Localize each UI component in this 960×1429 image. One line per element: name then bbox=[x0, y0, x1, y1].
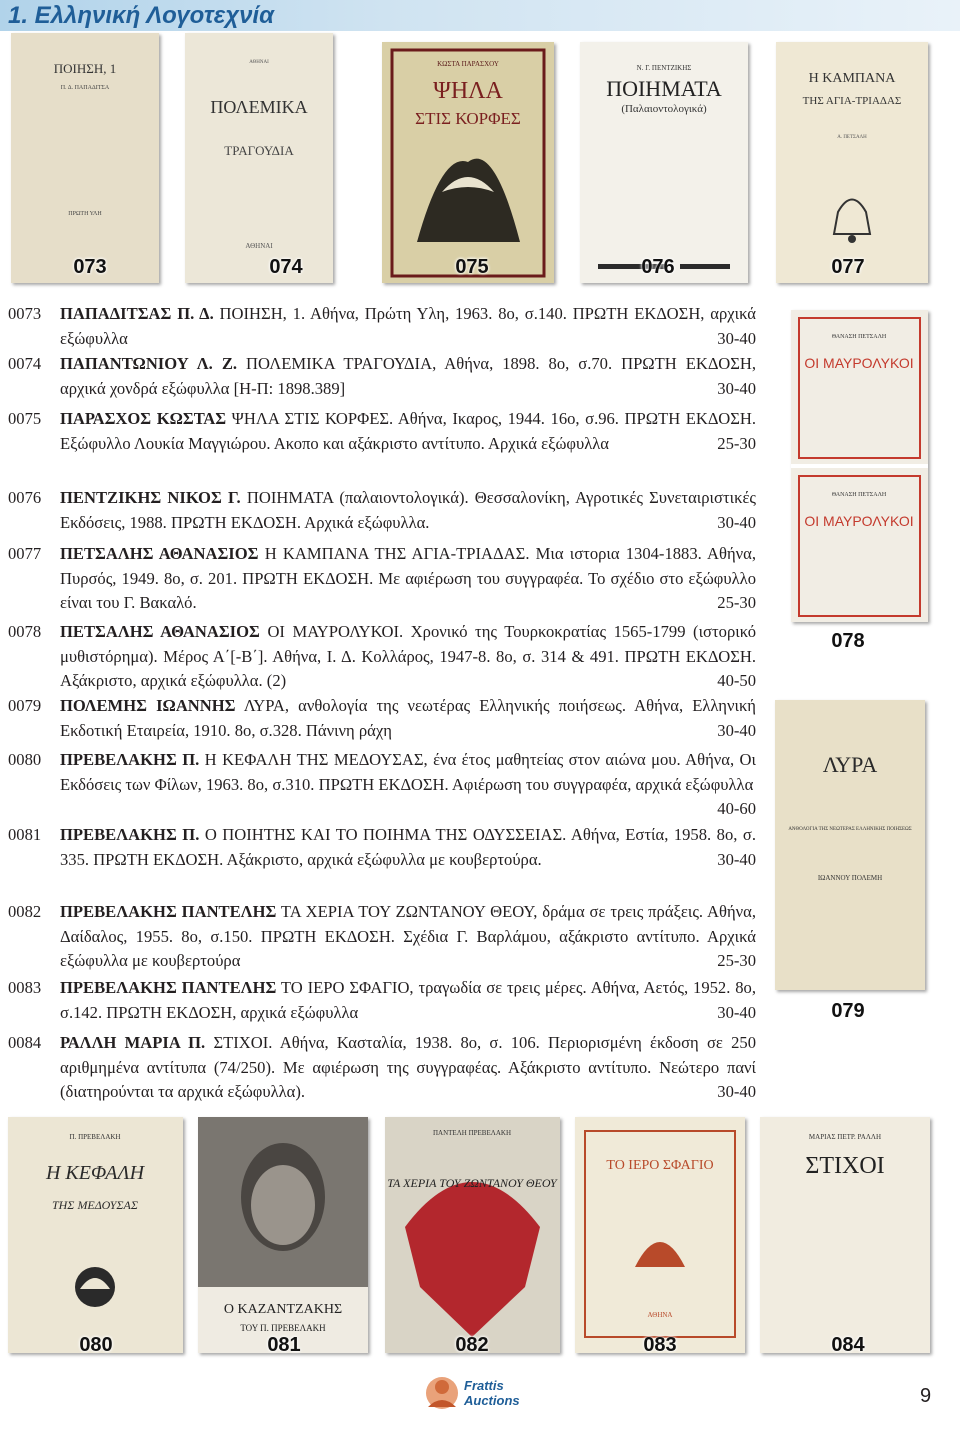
cover-title: ΟΙ ΜΑΥΡΟΛΥΚΟΙ bbox=[804, 355, 914, 371]
entry-author: ΡΑΛΛΗ ΜΑΡΙΑ Π. bbox=[60, 1033, 206, 1052]
cover-title: Η ΚΑΜΠΑΝΑ bbox=[808, 71, 896, 86]
cover-author: ΜΑΡΙΑΣ ΠΕΤΡ. ΡΑΛΛΗ bbox=[808, 1133, 882, 1141]
lot-label-079: 079 bbox=[831, 1000, 865, 1022]
entry-description: Ο ΠΟΙΗΤΗΣ ΚΑΙ ΤΟ ΠΟΙΗΜΑ ΤΗΣ ΟΔΥΣΣΕΙΑΣ. Αθήνα, Εστία, 1958. 8ο, σ. 335. ΠΡΩΤΗ ΕΚΔΟΣΗ. Αξάκριστο, αρχικά εξώφυλλα με κουβερτούρα. bbox=[60, 825, 756, 869]
entry-author: ΠΕΝΤΖΙΚΗΣ ΝΙΚΟΣ Γ. bbox=[60, 488, 241, 507]
cover-subtitle: ΑΝΘΟΛΟΓΙΑ ΤΗΣ ΝΕΩΤΕΡΑΣ ΕΛΛΗΝΙΚΗΣ ΠΟΙΗΣΕΩΣ bbox=[788, 827, 912, 832]
entry-number: 0078 bbox=[8, 622, 42, 641]
entry-description: ΛΥΡΑ, ανθολογία της νεωτέρας Ελληνικής ποιήσεως. Αθήνα, Ελληνική Εκδοτική Εταιρεία, 1910. 8ο, σ.328. Πάνινη ράχη bbox=[60, 696, 756, 740]
entry-number: 0077 bbox=[8, 544, 42, 563]
lot-label-077: 077 bbox=[831, 256, 865, 278]
cover-077 bbox=[776, 42, 928, 283]
entry-price: 30-40 bbox=[717, 1082, 756, 1102]
logo-line-2: Auctions bbox=[464, 1393, 520, 1408]
cover-title: ΤΟ ΙΕΡΟ ΣΦΑΓΙΟ bbox=[606, 1158, 714, 1173]
cover-title: ΠΟΙΗΣΗ, 1 bbox=[53, 61, 117, 76]
cover-073 bbox=[11, 33, 159, 283]
entry-price: 30-40 bbox=[717, 1002, 756, 1022]
entry-0073 bbox=[8, 302, 756, 351]
cover-author: Π. ΠΡΕΒΕΛΑΚΗ bbox=[69, 1133, 121, 1141]
entry-0075 bbox=[8, 407, 756, 456]
entry-author: ΠΑΠΑΝΤΩΝΙΟΥ Λ. Ζ. bbox=[60, 354, 238, 373]
entry-0074 bbox=[8, 352, 756, 401]
entry-author: ΠΡΕΒΕΛΑΚΗΣ ΠΑΝΤΕΛΗΣ bbox=[60, 978, 277, 997]
page-number: 9 bbox=[920, 1385, 932, 1407]
entry-number: 0075 bbox=[8, 409, 42, 428]
entry-price: 30-40 bbox=[717, 328, 756, 348]
entry-description: Η ΚΑΜΠΑΝΑ ΤΗΣ ΑΓΙΑ-ΤΡΙΑΔΑΣ. Μια ιστορια 1304-1883. Αθήνα, Πυρσός, 1949. 8ο, σ. 201. ΠΡΩΤΗ ΕΚΔΟΣΗ. Με αφιέρωση του συγγραφέα. Το σχέδιο στο εξώφυλλο είναι του Γ. Βακαλό. bbox=[60, 544, 756, 613]
entry-author: ΠΡΕΒΕΛΑΚΗΣ ΠΑΝΤΕΛΗΣ bbox=[60, 902, 277, 921]
cover-title: Ο ΚΑΖΑΝΤΖΑΚΗΣ bbox=[223, 1302, 343, 1317]
lot-label-081: 081 bbox=[267, 1334, 301, 1356]
cover-title: ΨΗΛΑ bbox=[433, 78, 503, 104]
entry-number: 0076 bbox=[8, 488, 42, 507]
cover-subtitle: ΤΗΣ ΑΓΙΑ-ΤΡΙΑΔΑΣ bbox=[802, 95, 902, 107]
cover-place: ΑΘΗΝΑΙ bbox=[245, 242, 273, 250]
entry-author: ΠΡΕΒΕΛΑΚΗΣ Π. bbox=[60, 750, 200, 769]
cover-079 bbox=[775, 700, 925, 990]
cover-076 bbox=[580, 42, 748, 283]
entry-0076 bbox=[8, 486, 756, 535]
entry-number: 0083 bbox=[8, 978, 42, 997]
cover-078 bbox=[791, 310, 928, 622]
entry-description: ΠΟΙΗΣΗ, 1. Αθήνα, Πρώτη Υλη, 1963. 8ο, σ.140. ΠΡΩΤΗ ΕΚΔΟΣΗ, αρχικά εξώφυλλα bbox=[60, 304, 756, 348]
cover-place: ΑΘΗΝΑ bbox=[647, 1311, 673, 1319]
entry-0083 bbox=[8, 976, 756, 1025]
entry-price: 25-30 bbox=[717, 951, 756, 971]
cover-082 bbox=[385, 1117, 560, 1353]
cover-080 bbox=[8, 1117, 183, 1353]
entry-description: ΤΟ ΙΕΡΟ ΣΦΑΓΙΟ, τραγωδία σε τρεις μέρες. Αθήνα, Αετός, 1952. 8ο, σ.142. ΠΡΩΤΗ ΕΚΔΟΣΗ, αρχικά εξώφυλλα bbox=[60, 978, 756, 1022]
cover-subtitle: ΤΡΑΓΟΥΔΙΑ bbox=[224, 143, 294, 158]
cover-author: Α. ΠΕΤΣΑΛΗ bbox=[837, 135, 867, 140]
entry-author: ΠΕΤΣΑΛΗΣ ΑΘΑΝΑΣΙΟΣ bbox=[60, 544, 259, 563]
lot-label-073: 073 bbox=[73, 256, 107, 278]
entry-0084 bbox=[8, 1031, 756, 1105]
cover-084 bbox=[760, 1117, 930, 1353]
entry-price: 30-40 bbox=[717, 512, 756, 532]
cover-title: ΠΟΙΗΜΑΤΑ bbox=[606, 76, 722, 101]
cover-075 bbox=[382, 42, 554, 283]
entry-number: 0079 bbox=[8, 696, 42, 715]
cover-author: ΘΑΝΑΣΗ ΠΕΤΣΑΛΗ bbox=[831, 334, 887, 340]
entry-0079 bbox=[8, 694, 756, 743]
entry-number: 0081 bbox=[8, 825, 42, 844]
cover-publisher: ΠΡΩΤΗ ΥΛΗ bbox=[68, 211, 102, 217]
entry-price: 30-40 bbox=[717, 378, 756, 398]
entry-price: 30-40 bbox=[717, 849, 756, 869]
entry-0082 bbox=[8, 900, 756, 974]
entry-price: 25-30 bbox=[717, 593, 756, 613]
entry-0081 bbox=[8, 823, 756, 872]
cover-title: ΛΥΡΑ bbox=[822, 752, 878, 777]
entry-description: Η ΚΕΦΑΛΗ ΤΗΣ ΜΕΔΟΥΣΑΣ, ένα έτος μαθητείας στον αιώνα μου. Αθήνα, Οι Εκδόσεις των Φίλων, 1963. 8ο, σ.310. ΠΡΩΤΗ ΕΚΔΟΣΗ. Αφιέρωση του συγγραφέα, αρχικά εξώφυλλα bbox=[60, 750, 756, 794]
entry-description: ΠΟΛΕΜΙΚΑ ΤΡΑΓΟΥΔΙΑ, Αθήνα, 1898. 8ο, σ.70. ΠΡΩΤΗ ΕΚΔΟΣΗ, αρχικά χονδρά εξώφυλλα [Η-Π: 1898.389] bbox=[60, 354, 756, 398]
entry-number: 0074 bbox=[8, 354, 42, 373]
footer-logo-text bbox=[464, 1378, 520, 1408]
cover-title: ΠΟΛΕΜΙΚΑ bbox=[210, 97, 308, 117]
entry-number: 0073 bbox=[8, 304, 42, 323]
cover-subtitle: ΣΤΙΣ ΚΟΡΦΕΣ bbox=[415, 109, 521, 128]
entry-0077 bbox=[8, 542, 756, 616]
entry-price: 40-50 bbox=[717, 671, 756, 691]
cover-title: ΟΙ ΜΑΥΡΟΛΥΚΟΙ bbox=[804, 513, 914, 529]
entry-author: ΠΑΡΑΣΧΟΣ ΚΩΣΤΑΣ bbox=[60, 409, 227, 428]
cover-074 bbox=[185, 33, 333, 283]
header-band bbox=[0, 0, 960, 31]
entry-author: ΠΟΛΕΜΗΣ ΙΩΑΝΝΗΣ bbox=[60, 696, 236, 715]
entry-price: 30-40 bbox=[717, 720, 756, 740]
cover-author: ΠΑΝΤΕΛΗ ΠΡΕΒΕΛΑΚΗ bbox=[432, 1129, 512, 1137]
lot-label-083: 083 bbox=[643, 1334, 677, 1356]
entry-description: ΨΗΛΑ ΣΤΙΣ ΚΟΡΦΕΣ. Αθήνα, Ικαρος, 1944. 16ο, σ.96. ΠΡΩΤΗ ΕΚΔΟΣΗ. Εξώφυλλο Λουκία Μαγγιώρου. Ακοπο και αξάκριστο αντίτυπο. Αρχικά εξώφυλλα bbox=[60, 409, 757, 453]
cover-author: Π. Δ. ΠΑΠΑΔΙΤΣΑ bbox=[60, 85, 110, 91]
cover-083 bbox=[575, 1117, 745, 1353]
cover-author: Ν. Γ. ΠΕΝΤΖΙΚΗΣ bbox=[636, 64, 692, 72]
cover-author: ΤΟΥ Π. ΠΡΕΒΕΛΑΚΗ bbox=[240, 1323, 326, 1333]
cover-subtitle: (Παλαιοντολογικά) bbox=[621, 103, 707, 115]
section-title: 1. Ελληνική Λογοτεχνία bbox=[8, 2, 274, 29]
entry-author: ΠΕΤΣΑΛΗΣ ΑΘΑΝΑΣΙΟΣ bbox=[60, 622, 260, 641]
cover-081 bbox=[198, 1117, 368, 1353]
cover-title: ΤΑ ΧΕΡΙΑ ΤΟΥ ΖΩΝΤΑΝΟΥ ΘΕΟΥ bbox=[387, 1176, 557, 1190]
cover-title: ΣΤΙΧΟΙ bbox=[805, 1153, 885, 1179]
logo-line-1: Frattis bbox=[464, 1378, 504, 1393]
entry-description: ΤΑ ΧΕΡΙΑ ΤΟΥ ΖΩΝΤΑΝΟΥ ΘΕΟΥ, δράμα σε τρεις πράξεις. Αθήνα, Δαίδαλος, 1955. 8ο, σ.150. ΠΡΩΤΗ ΕΚΔΟΣΗ. Σχέδια Γ. Βαρλάμου, αξάκριστο αντίτυπο. Αρχικά εξώφυλλα με κουβερτούρα bbox=[60, 902, 756, 971]
entry-description: ΠΟΙΗΜΑΤΑ (παλαιοντολογικά). Θεσσαλονίκη, Αγροτικές Συνεταιριστικές Εκδόσεις, 1988. ΠΡΩΤΗ ΕΚΔΟΣΗ. Αρχικά εξώφυλλα. bbox=[60, 488, 756, 532]
entry-0078 bbox=[8, 620, 756, 694]
entry-number: 0084 bbox=[8, 1033, 42, 1052]
entry-number: 0080 bbox=[8, 750, 42, 769]
cover-subtitle: ΤΗΣ ΜΕΔΟΥΣΑΣ bbox=[51, 1198, 139, 1212]
cover-author: ΘΑΝΑΣΗ ΠΕΤΣΑΛΗ bbox=[831, 492, 887, 498]
entry-price: 25-30 bbox=[717, 433, 756, 453]
lot-label-075: 075 bbox=[455, 256, 489, 278]
lot-label-082: 082 bbox=[455, 1334, 489, 1356]
lot-label-076: 076 bbox=[641, 256, 675, 278]
lot-label-080: 080 bbox=[79, 1334, 113, 1356]
cover-author: ΙΩΑΝΝΟΥ ΠΟΛΕΜΗ bbox=[817, 874, 883, 882]
entry-author: ΠΑΠΑΔΙΤΣΑΣ Π. Δ. bbox=[60, 304, 214, 323]
entry-number: 0082 bbox=[8, 902, 42, 921]
lot-label-074: 074 bbox=[269, 256, 303, 278]
entry-description: ΣΤΙΧΟΙ. Αθήνα, Κασταλία, 1938. 8ο, σ. 106. Περιορισμένη έκδοση σε 250 αριθμημένα αντίτυπα (74/250). Με αφιέρωση της συγγραφέας. Αξάκριστο αντίτυπο. Νεώτερο πανί (διατηρούνται τα αρχικά εξώφυλλα). bbox=[60, 1033, 756, 1102]
entry-author: ΠΡΕΒΕΛΑΚΗΣ Π. bbox=[60, 825, 200, 844]
lot-label-078: 078 bbox=[831, 630, 865, 652]
cover-small-text: ΑΘΗΝΑΙ bbox=[249, 60, 269, 65]
cover-author: ΚΩΣΤΑ ΠΑΡΑΣΧΟΥ bbox=[437, 60, 499, 68]
lot-label-084: 084 bbox=[831, 1334, 865, 1356]
entry-description: ΟΙ ΜΑΥΡΟΛΥΚΟΙ. Χρονικό της Τουρκοκρατίας 1565-1799 (ιστορικό μυθιστόρημα). Μέρος Α΄[-Β΄]. Αθήνα, Ι. Δ. Κολλάρος, 1947-8. 8ο, σ. 314 & 491. ΠΡΩΤΗ ΕΚΔΟΣΗ. Αξάκριστο, αρχικά εξώφυλλα. (2) bbox=[60, 622, 756, 691]
entry-price: 40-60 bbox=[717, 799, 756, 819]
entry-0080 bbox=[8, 748, 756, 822]
cover-title: Η ΚΕΦΑΛΗ bbox=[45, 1162, 145, 1184]
